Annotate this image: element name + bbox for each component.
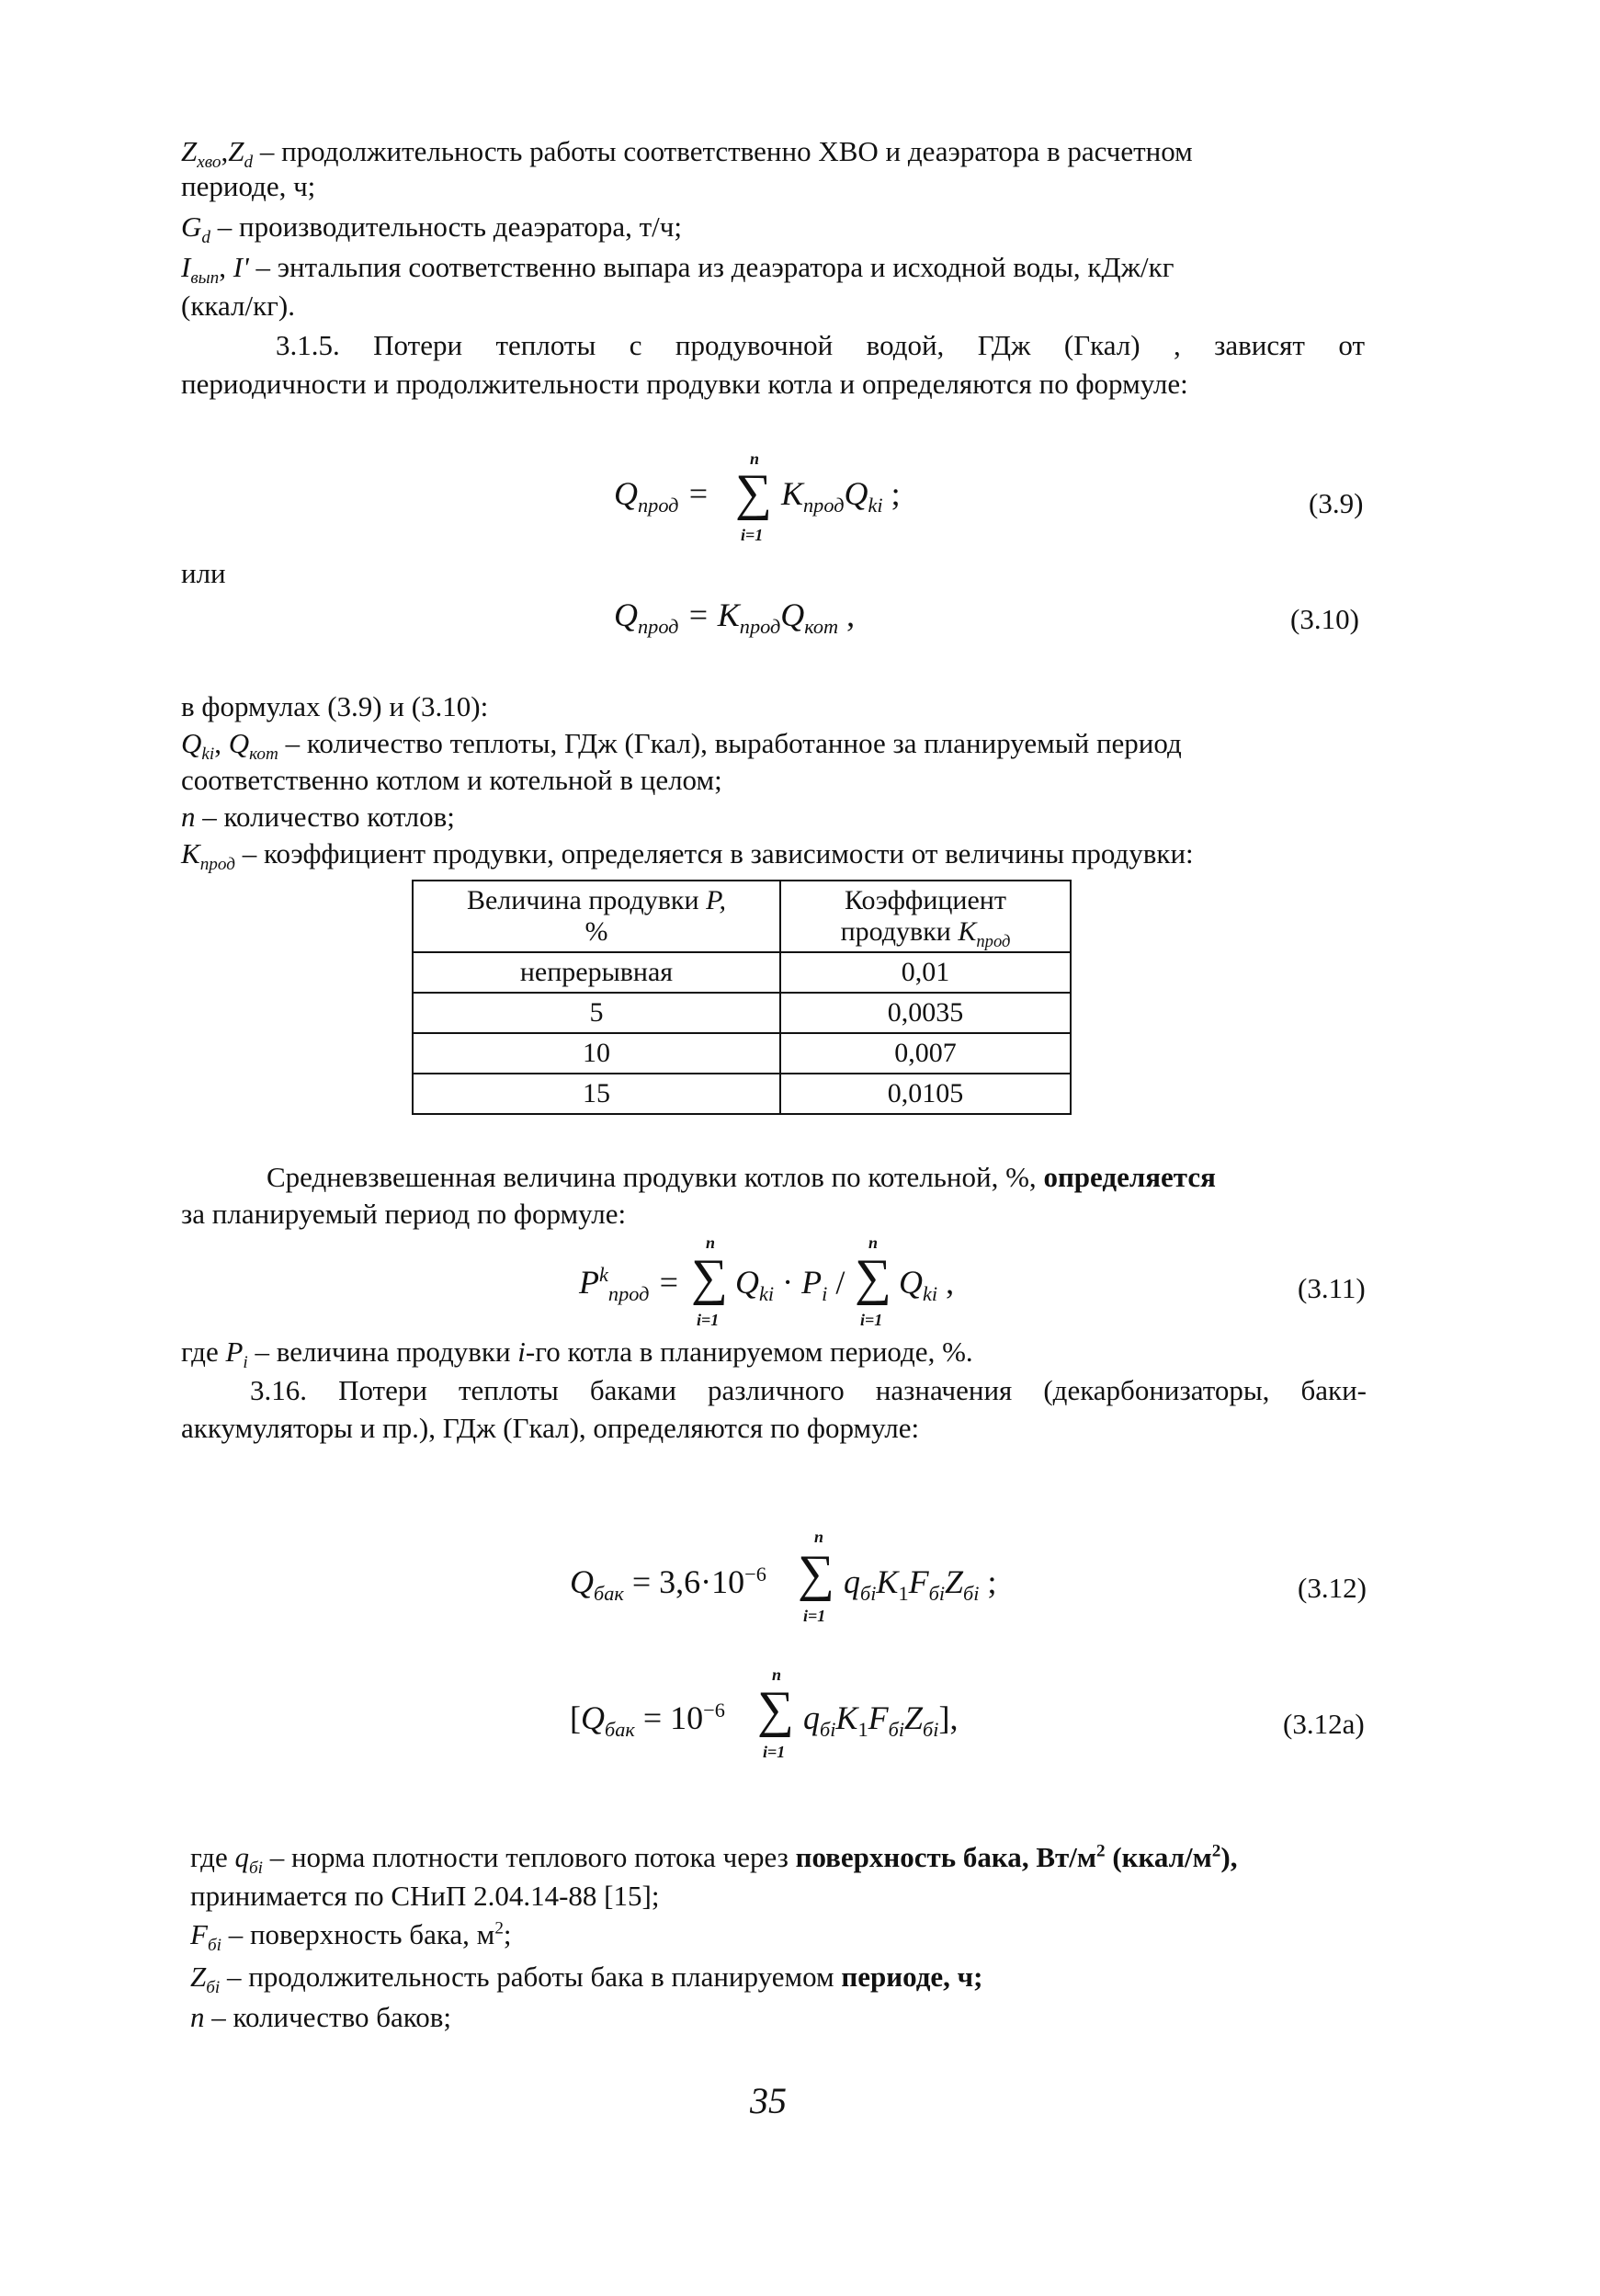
sum-lower-limit: i=1 [697, 1311, 720, 1329]
table-cell-coefficient: 0,0105 [780, 1074, 1071, 1114]
document-page: $Z_{хво},Z_d$ – продолжительность работы соответственно ХВО и деаэратора в расчетном периоде, ч; $G_d$ – производительность деаэратора, т/ч; $I_{вып}$, I' – энтальпия соответственно выпара из деаэратора и исходной воды, кДж/кг (ккал/кг). 3.1.5. Потери теплоты с продувочной водой, ГДж (Гкал) , зависят от периодичности и продолжительности продувки котла и определяются по формуле: $Q_{прод}$ = n ∑ i=1 $K_{прод}Q_{ki}$ ; (3.9) или $Q_{прод} = K_{прод}Q_{кот}$ , (3.10) в формулах (3.9) и (3.10): $Q_{ki}$, $Q_{кот}$ – количество теплоты, ГДж (Гкал), выработанное за планируемый период соответственно котлом и котельной в целом; n – количество котлов; $K_{прод}$ – коэффициент продувки, определяется в зависимости от величины продувки: Величина продувки P, % Коэффициент продувки $K_{прод}$ непрерывная 0,01 5 0,0035 10 0,007 15 0,0105 Средневзвешенная величина продувки котлов по котельной, %, определяется за планируемый период по формуле: $P^k_{прод}$ = n ∑ i=1 $Q_{ki} \cdot P_i$ / n ∑ i=1 $Q_{ki}$ , (3.11) где $P_i$ – величина продувки i-го котла в планируемом периоде, %. 3.16. Потери теплоты баками различного назначения (декарбонизаторы, баки- аккумуляторы и пр.), ГДж (Гкал), определяются по формуле: $Q_{бак} = 3,6\cdot 10^{-6}$ n ∑ i=1 $q_{бi}K_1F_{бi}Z_{бi}$ ; (3.12) [$Q_{бак} = 10^{-6}$ n ∑ i=1 $q_{бi}K_1F_{бi}Z_{бi}$], (3.12а) где $q_{бi}$ – норма плотности теплового потока через поверхность бака, $Вт/м^2$ $(ккал/м^2)$, принимается по СНиП 2.04.14-88 [15]; $F_{бi}$ – поверхность бака, $м^2$; $Z_{бi}$ – продолжительность работы бака в планируемом периоде, ч; n – количество баков; 35 [181, 135, 1367, 2121]
table-row [413, 1074, 1071, 1114]
or-word: или [181, 557, 226, 589]
table-row [413, 952, 1071, 993]
definition-k: $K_{прод}$ – коэффициент продувки, определяется в зависимости от величины продувки: [181, 837, 1194, 875]
symbol-z: Z [181, 135, 198, 167]
equation-number: (3.9) [1309, 487, 1364, 519]
blowdown-coefficient-table [412, 880, 1072, 1115]
table-cell-blowdown: 10 [413, 1033, 780, 1074]
section-316-line2: аккумуляторы и пр.), ГДж (Гкал), определяются по формуле: [181, 1412, 920, 1444]
definition-zxvo: $Z_{хво},Z_d$ – продолжительность работы соответственно ХВО и деаэратора в расчетном [181, 135, 1193, 173]
definition-q-tank-cont: принимается по СНиП 2.04.14-88 [15]; [190, 1880, 660, 1912]
table-cell-blowdown: непрерывная [413, 952, 780, 993]
weighted-line1: Средневзвешенная величина продувки котлов по котельной, %, определяется [267, 1161, 1216, 1193]
definition-q-tank: где $q_{бi}$ – норма плотности теплового потока через поверхность бака, $Вт/м^2$ $(ккал/м^2)$, [190, 1841, 1238, 1879]
weighted-line2: за планируемый период по формуле: [181, 1198, 627, 1230]
equation-number: (3.11) [1298, 1272, 1366, 1304]
equation-number: (3.12) [1298, 1572, 1367, 1604]
definition-enthalpy-cont: (ккал/кг). [181, 290, 295, 322]
table-header-blowdown: Величина продувки P, % [413, 881, 780, 952]
definition-qk-cont: соответственно котлом и котельной в целом; [181, 764, 722, 796]
section-315-line1: 3.1.5. Потери теплоты с продувочной водой, ГДж (Гкал) , зависят от [276, 329, 1365, 361]
table-header-row [413, 881, 1071, 952]
sum-upper-limit: n [814, 1528, 824, 1546]
definition-gd: $G_d$ – производительность деаэратора, т/ч; [181, 210, 682, 248]
table-cell-coefficient: 0,0035 [780, 993, 1071, 1033]
summation-sign: ∑ [855, 1249, 891, 1306]
definition-n: n – количество котлов; [181, 801, 455, 833]
sum-upper-limit: n [706, 1233, 716, 1252]
in-formulas-line: в формулах (3.9) и (3.10): [181, 690, 489, 722]
table-header-coefficient: Коэффициент продувки $K_{прод}$ [780, 881, 1071, 952]
definition-zxvo-cont: периоде, ч; [181, 170, 316, 202]
sum-lower-limit: i=1 [763, 1743, 786, 1761]
summation-sign: ∑ [691, 1249, 728, 1306]
table-cell-coefficient: 0,01 [780, 952, 1071, 993]
sum-lower-limit: i=1 [741, 526, 764, 544]
definition-qk: $Q_{ki}$, $Q_{кот}$ – количество теплоты, ГДж (Гкал), выработанное за планируемый период [181, 727, 1182, 765]
page-number: 35 [750, 2080, 787, 2121]
table-cell-blowdown: 15 [413, 1074, 780, 1114]
definition-n-tanks: n – количество баков; [190, 2001, 452, 2033]
table-row [413, 1033, 1071, 1074]
sum-lower-limit: i=1 [803, 1607, 826, 1625]
equation-number: (3.10) [1290, 603, 1359, 635]
definition-f-tank: $F_{бi}$ – поверхность бака, $м^2$; [190, 1918, 512, 1956]
section-315-line2: периодичности и продолжительности продувки котла и определяются по формуле: [181, 368, 1188, 400]
sum-upper-limit: n [750, 449, 760, 468]
sum-upper-limit: n [772, 1665, 782, 1684]
summation-sign: ∑ [735, 464, 772, 521]
section-316-line1: 3.16. Потери теплоты баками различного назначения (декарбонизаторы, баки- [250, 1374, 1367, 1406]
sum-lower-limit: i=1 [860, 1311, 883, 1329]
table-row [413, 993, 1071, 1033]
sum-upper-limit: n [868, 1233, 879, 1252]
summation-sign: ∑ [757, 1681, 794, 1738]
equation-number: (3.12а) [1283, 1708, 1365, 1740]
definition-pi: где $P_i$ – величина продувки i-го котла в планируемом периоде, %. [181, 1336, 973, 1373]
table-cell-blowdown: 5 [413, 993, 780, 1033]
definition-z-tank: $Z_{бi}$ – продолжительность работы бака в планируемом периоде, ч; [190, 1961, 983, 1998]
summation-sign: ∑ [798, 1545, 834, 1602]
table-cell-coefficient: 0,007 [780, 1033, 1071, 1074]
definition-enthalpy: $I_{вып}$, I' – энтальпия соответственно выпара из деаэратора и исходной воды, кДж/кг [181, 251, 1174, 289]
